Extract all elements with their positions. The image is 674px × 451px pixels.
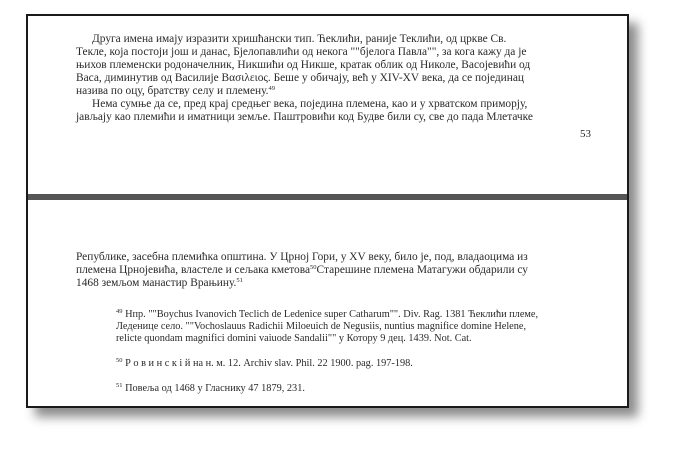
text-line: Друга имена имају изразити хришћански тип. Ћеклићи, раније Теклићи, од цркве Св. [92,33,507,45]
footnote-ref: 50 [310,264,317,271]
footnote-mark: 50 [116,357,123,364]
footnote-text: Р о в и н с к і й на н. м. 12. Archiv slav. Phil. 22 1900. pag. 197-198. [125,358,413,369]
footnote-line: relicte quondam magnifici domini vaiuode Sandalii"" у Котору 9 дец. 1439. Not. Cat. [116,333,472,344]
lower-page [28,202,627,408]
footnote-ref: 49 [268,85,276,92]
book-scan [26,14,629,408]
text-line: Текле, која постоји још и данас, Бјелопавлићи од некога ""бјелога Павла"", за кога кажу да је [76,46,527,58]
footnote-mark: 49 [116,308,123,315]
page-number: 53 [580,128,591,140]
text-line-content: племена Црнојевића, властеле и сељака кметова [76,264,310,276]
text-line: Васа, диминутив од Василије Βασιλειος. Беше у обичају, већ у XIV-XV века, да се појединац [76,72,525,84]
footnote-ref: 51 [236,277,243,284]
footnote-line: Леденице село. ""Vochoslauus Radichii Miloeuich de Negusiis, nuntius magnifice domine Helene, [116,321,527,332]
text-line-content: 1468 земљом манастир Врањину. [76,277,237,289]
upper-page [28,16,627,192]
footnote-line [116,383,305,395]
text-line [76,264,528,277]
text-line [76,85,275,98]
text-line-content: назива по оцу, братству селу и племену. [76,85,269,97]
footnote-text: Повеља од 1468 у Гласнику 47 1879, 231. [125,383,305,394]
footnote-line [116,309,538,321]
text-line [76,277,243,290]
text-line: јављају као племићи и иматници земље. Паштровићи код Будве били су, све до пада Млетачке [76,111,533,123]
footnote-mark: 51 [116,382,123,389]
text-line-content: Старешине племена Матагужи обдарили су [316,264,529,276]
text-line: Републике, засебна племићка општина. У Црној Гори, у XV веку, било је, под, владаоцима из [76,251,528,263]
page-break-bar [28,194,627,200]
text-line: Нема сумње да се, пред крај средњег века, поједина племена, као и у хрватском приморју, [92,98,528,110]
footnote-line [116,358,413,370]
text-line: њихов племенски родоначелник, Никшићи од Никше, кратак облик од Николе, Васојевићи од [76,59,531,71]
footnote-text: Нпр. ""Boychus Ivanovich Teclich de Ledenice super Catharum"". Div. Rag. 1381 Ћеклићи племе, [125,309,539,320]
